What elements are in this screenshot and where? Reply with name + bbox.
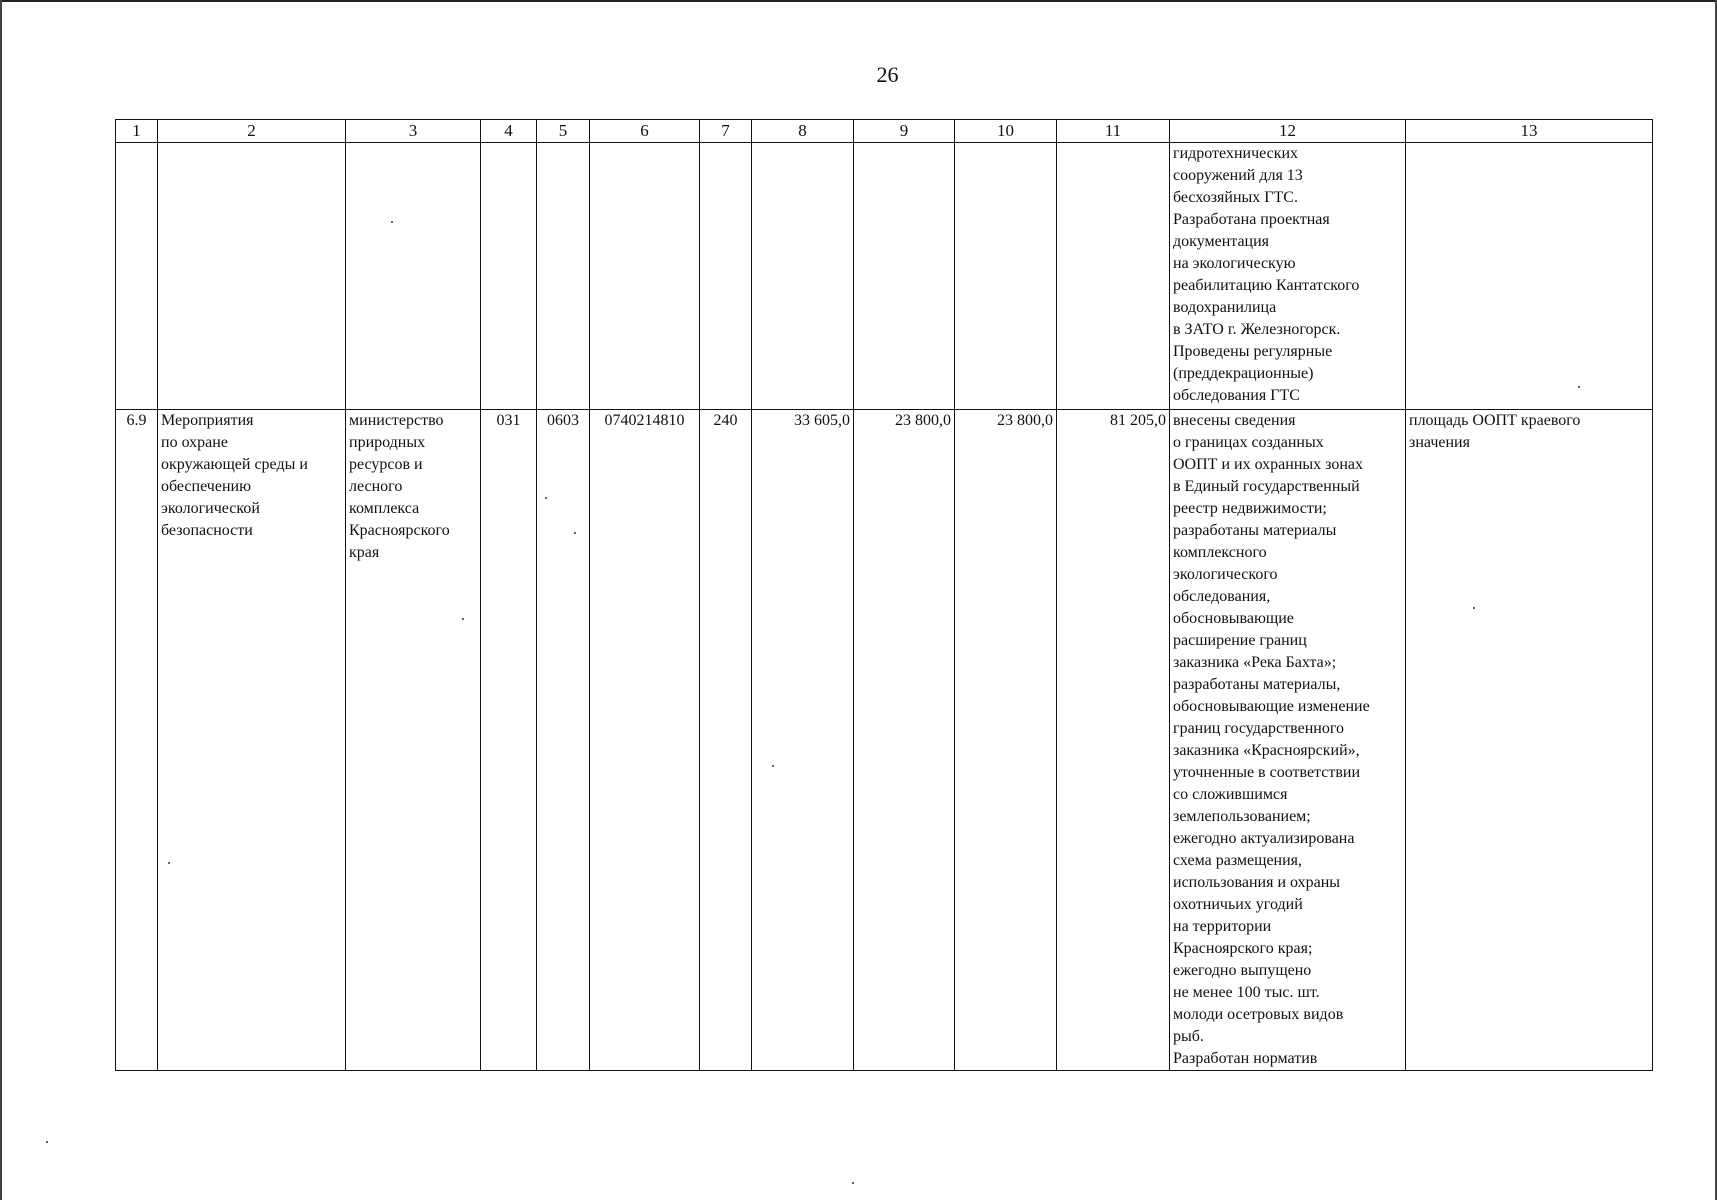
total-amount-cell: 81 205,0 [1057,410,1170,1071]
item-number-cell: 6.9 [116,410,158,1071]
results-line: ежегодно актуализирована [1173,830,1355,847]
header-cell: 11 [1057,120,1170,143]
header-cell: 6 [590,120,700,143]
results-line: на территории [1173,918,1272,935]
results-line: уточненные в соответствии [1173,764,1361,781]
cell [346,143,481,410]
executor-line: министерство [349,412,444,429]
cell [116,143,158,410]
header-cell: 12 [1170,120,1406,143]
activity-line: Мероприятия [161,412,254,429]
executor-line: Красноярского [349,522,450,539]
results-line: гидротехнических [1173,145,1299,162]
scan-speck [168,862,170,864]
results-line: обосновывающие изменение [1173,698,1370,715]
scan-speck [391,221,393,223]
executor-line: края [349,544,380,561]
header-cell: 3 [346,120,481,143]
scan-speck [574,532,576,534]
indicator-line: значения [1409,434,1470,451]
cell [1057,143,1170,410]
cell [854,143,955,410]
header-cell: 4 [481,120,537,143]
cell [481,143,537,410]
results-line: (преддекрационные) [1173,365,1314,382]
results-line: комплексного [1173,544,1267,561]
section-code-cell: 0603 [537,410,590,1071]
scan-speck [46,1141,48,1143]
executor-line: комплекса [349,500,420,517]
results-line: Разработан норматив [1173,1050,1318,1067]
results-line: со сложившимся [1173,786,1288,803]
results-line: разработаны материалы, [1173,676,1341,693]
activity-line: обеспечению [161,478,252,495]
amount-cell: 23 800,0 [854,410,955,1071]
document-table [115,119,1653,1071]
results-line: границ государственного [1173,720,1344,737]
results-line: заказника «Красноярский», [1173,742,1360,759]
results-line: о границах созданных [1173,434,1324,451]
results-line: обосновывающие [1173,610,1294,627]
table-row-6-9 [116,410,1653,1071]
results-line: заказника «Река Бахта»; [1173,654,1337,671]
results-cell-continuation [1170,143,1406,410]
results-line: сооружений для 13 [1173,167,1303,184]
activity-line: по охране [161,434,228,451]
header-cell: 10 [955,120,1057,143]
activity-line: безопасности [161,522,253,539]
scan-speck [1473,607,1475,609]
scan-speck [1578,386,1580,388]
cell [1406,143,1653,410]
results-line: обследования ГТС [1173,387,1300,404]
indicator-line: площадь ООПТ краевого [1409,412,1581,429]
executor-line: ресурсов и [349,456,423,473]
cell [158,143,346,410]
results-line: использования и охраны [1173,874,1341,891]
activity-line: окружающей среды и [161,456,308,473]
results-line: ООПТ и их охранных зонах [1173,456,1364,473]
header-row [116,120,1653,143]
scan-speck [772,765,774,767]
scan-speck [852,1182,854,1184]
results-line: землепользованием; [1173,808,1311,825]
results-line: документация [1173,233,1270,250]
header-cell: 13 [1406,120,1653,143]
page-border-left [0,0,2,1200]
page-border-top [0,0,1717,2]
results-line: молоди осетровых видов [1173,1006,1344,1023]
header-cell: 1 [116,120,158,143]
header-cell: 5 [537,120,590,143]
cell [590,143,700,410]
cell [955,143,1057,410]
results-line: реестр недвижимости; [1173,500,1327,517]
results-line: на экологическую [1173,255,1296,272]
scan-speck [545,497,547,499]
results-line: обследования, [1173,588,1271,605]
indicator-cell [1406,410,1653,1071]
target-article-cell: 0740214810 [590,410,700,1071]
results-line: ежегодно выпущено [1173,962,1312,979]
executor-line: лесного [349,478,403,495]
activity-name-cell [158,410,346,1071]
results-line: водохранилица [1173,299,1277,316]
results-line: реабилитацию Кантатского [1173,277,1360,294]
executor-line: природных [349,434,426,451]
grbs-code-cell: 031 [481,410,537,1071]
scan-speck [462,618,464,620]
results-line: в Единый государственный [1173,478,1360,495]
results-line: в ЗАТО г. Железногорск. [1173,321,1341,338]
header-cell: 7 [700,120,752,143]
results-line: разработаны материалы [1173,522,1337,539]
cell [700,143,752,410]
results-line: внесены сведения [1173,412,1296,429]
executor-cell [346,410,481,1071]
activity-line: экологической [161,500,260,517]
results-line: рыб. [1173,1028,1204,1045]
results-line: Разработана проектная [1173,211,1330,228]
header-cell: 9 [854,120,955,143]
page-number: 26 [876,62,899,87]
results-line: бесхозяйных ГТС. [1173,189,1298,206]
results-line: расширение границ [1173,632,1307,649]
amount-cell: 33 605,0 [752,410,854,1071]
results-line: Проведены регулярные [1173,343,1333,360]
cell [752,143,854,410]
results-line: охотничьих угодий [1173,896,1303,913]
results-line: Красноярского края; [1173,940,1313,957]
amount-cell: 23 800,0 [955,410,1057,1071]
table-row-continuation [116,143,1653,410]
results-line: схема размещения, [1173,852,1303,869]
results-cell [1170,410,1406,1071]
results-line: не менее 100 тыс. шт. [1173,984,1320,1001]
cell [537,143,590,410]
header-cell: 2 [158,120,346,143]
header-cell: 8 [752,120,854,143]
expense-type-cell: 240 [700,410,752,1071]
results-line: экологического [1173,566,1278,583]
